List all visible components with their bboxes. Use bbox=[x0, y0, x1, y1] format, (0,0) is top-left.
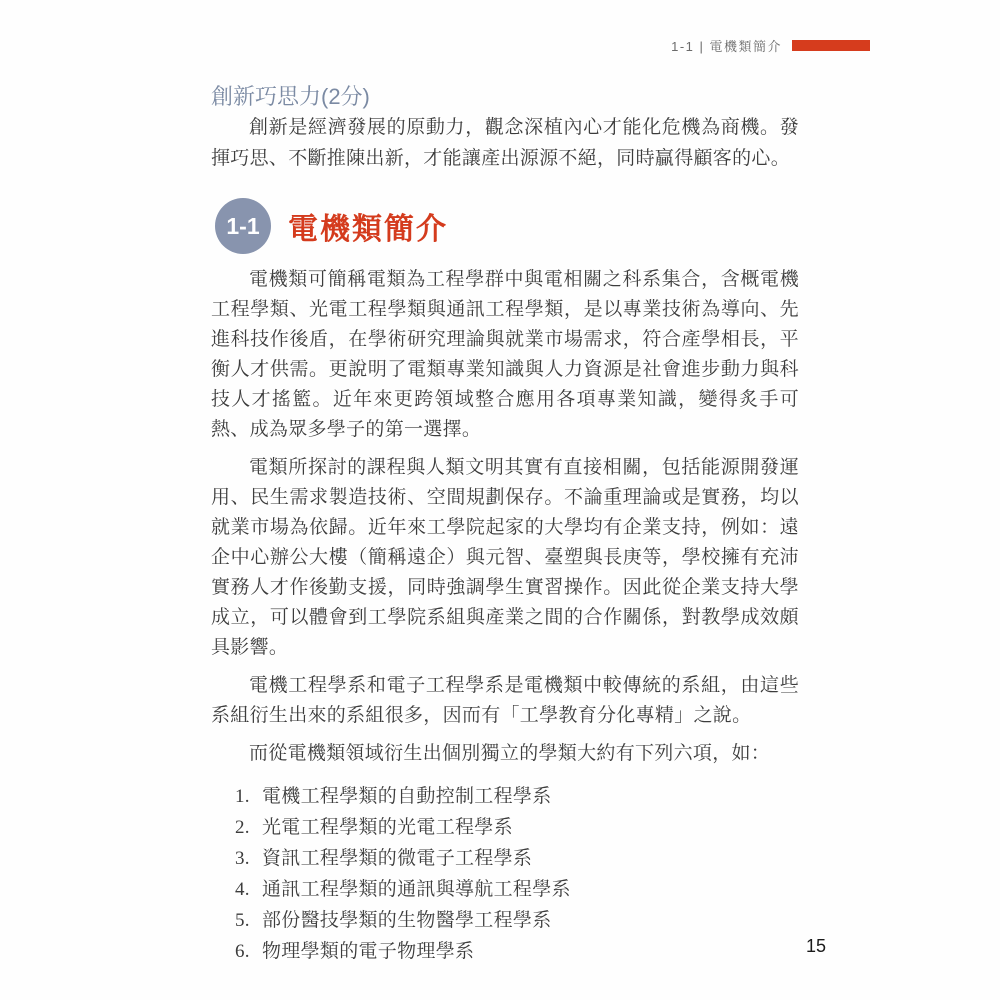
list-item-number: 5. bbox=[235, 910, 250, 931]
list-item-number: 2. bbox=[235, 817, 250, 838]
list-item bbox=[235, 812, 799, 843]
list-item-text: 物理學類的電子物理學系 bbox=[262, 941, 475, 962]
list-item-number: 3. bbox=[235, 848, 250, 869]
section-title: 電機類簡介 bbox=[288, 213, 448, 246]
list-item-number: 6. bbox=[235, 941, 250, 962]
running-header bbox=[210, 36, 870, 55]
body-column bbox=[211, 265, 799, 967]
derived-departments-list bbox=[211, 781, 799, 967]
intro-heading: 創新巧思力(2分) bbox=[211, 84, 370, 109]
list-item-text: 光電工程學類的光電工程學系 bbox=[262, 817, 513, 838]
running-header-title: 1-1 | 電機類簡介 bbox=[671, 39, 782, 54]
list-item bbox=[235, 781, 799, 812]
list-item-text: 電機工程學類的自動控制工程學系 bbox=[262, 786, 552, 807]
section-heading bbox=[215, 198, 448, 254]
paragraph-3: 電機工程學系和電子工程學系是電機類中較傳統的系組，由這些系組衍生出來的系組很多，因而有「工學教育分化專精」之說。 bbox=[211, 675, 799, 726]
list-item-number: 1. bbox=[235, 786, 250, 807]
list-item bbox=[235, 874, 799, 905]
header-accent-bar bbox=[792, 40, 870, 51]
paragraph-1: 電機類可簡稱電類為工程學群中與電相關之科系集合，含概電機工程學類、光電工程學類與通訊工程學類，是以專業技術為導向、先進科技作後盾，在學術研究理論與就業市場需求，符合產學相長，平衡人才供需。更說明了電類專業知識與人力資源是社會進步動力與科技人才搖籃。近年來更跨領域整合應用各項專業知識，變得炙手可熱、成為眾多學子的第一選擇。 bbox=[211, 269, 799, 440]
list-item-number: 4. bbox=[235, 879, 250, 900]
paragraph-4-list-intro: 而從電機類領域衍生出個別獨立的學類大約有下列六項，如： bbox=[249, 743, 771, 764]
list-item bbox=[235, 905, 799, 936]
list-item-text: 資訊工程學類的微電子工程學系 bbox=[262, 848, 533, 869]
list-item-text: 通訊工程學類的通訊與導航工程學系 bbox=[262, 879, 571, 900]
list-item-text: 部份醫技學類的生物醫學工程學系 bbox=[262, 910, 552, 931]
list-item bbox=[235, 936, 799, 967]
page-number: 15 bbox=[806, 936, 827, 956]
intro-paragraph: 創新是經濟發展的原動力，觀念深植內心才能化危機為商機。發揮巧思、不斷推陳出新，才能讓產出源源不絕，同時贏得顧客的心。 bbox=[211, 117, 799, 169]
paragraph-2: 電類所探討的課程與人類文明其實有直接相關，包括能源開發運用、民生需求製造技術、空間規劃保存。不論重理論或是實務，均以就業市場為依歸。近年來工學院起家的大學均有企業支持，例如：遠企中心辦公大樓（簡稱遠企）與元智、臺塑與長庚等，學校擁有充沛實務人才作後勤支援，同時強調學生實習操作。因此從企業支持大學成立，可以體會到工學院系組與產業之間的合作關係，對教學成效頗具影響。 bbox=[211, 457, 799, 658]
list-item bbox=[235, 843, 799, 874]
section-number-badge: 1-1 bbox=[215, 198, 271, 254]
